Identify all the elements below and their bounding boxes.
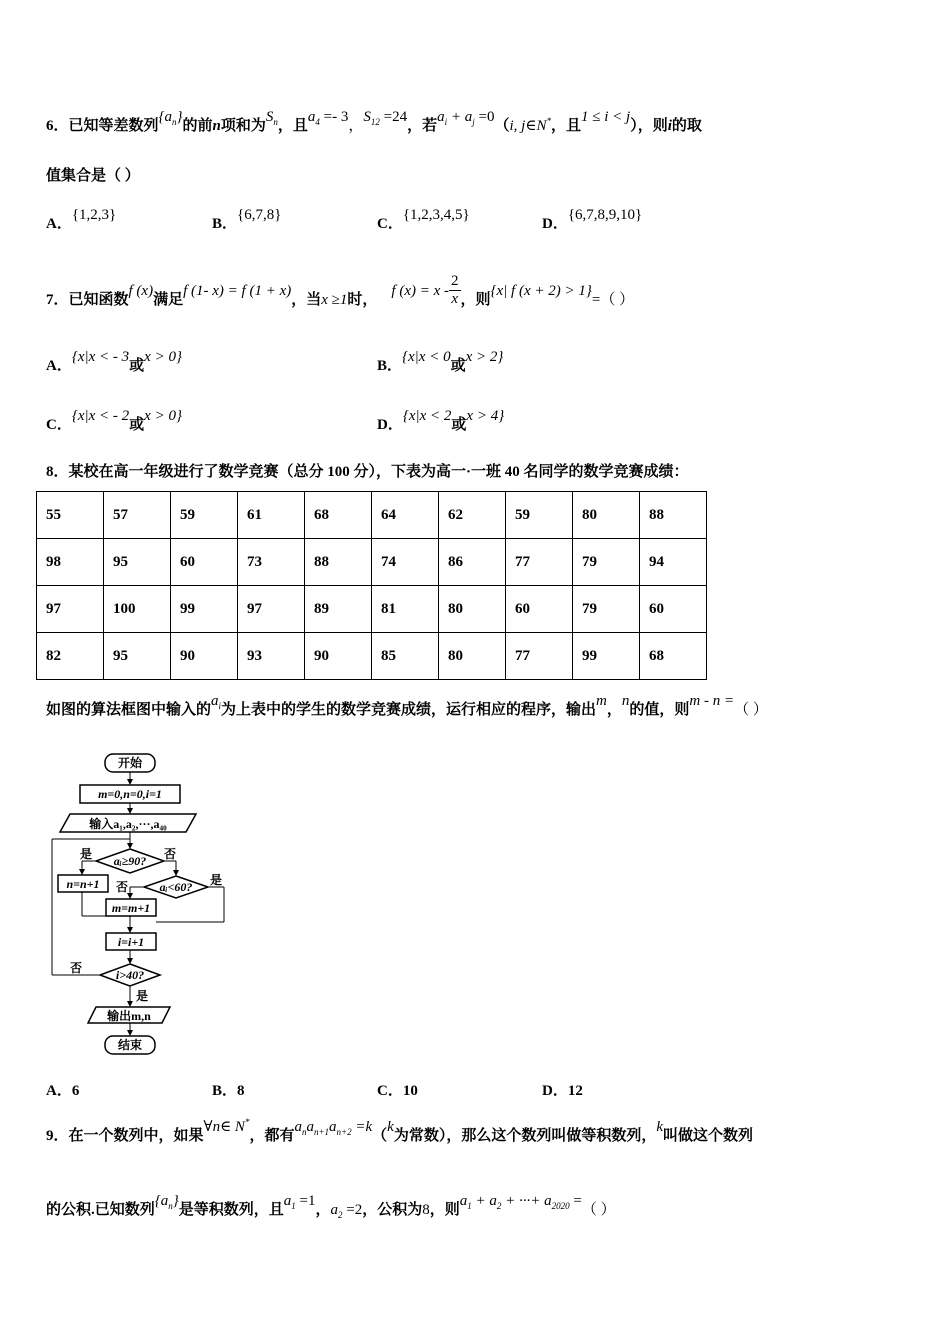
flow-init: m=0,n=0,i=1 [98,787,162,801]
table-cell: 97 [37,586,104,633]
flow-start: 开始 [117,756,143,770]
q8-option-c: C．10 [377,1083,418,1099]
table-cell: 79 [573,539,640,586]
q9-text: 9．在一个数列中，如果 [46,1128,204,1144]
q9-a2: $a_2 =2$ [330,1202,363,1220]
q6-ineq: 1 ≤ i < j [580,109,631,125]
table-cell: 59 [506,492,573,539]
table-cell: 80 [439,633,506,680]
table-row [37,539,707,586]
table-cell: 73 [238,539,305,586]
table-cell: 62 [439,492,506,539]
table-cell: 80 [573,492,640,539]
table-cell: 82 [37,633,104,680]
q9-text: （ ） [581,1202,616,1218]
table-cell: 57 [104,492,171,539]
q8-option-b: B．8 [212,1083,245,1099]
q6-option-d: D．{6,7,8,9,10} [542,207,643,232]
flow-yes-3: 是 [136,989,149,1003]
q9-k2: k [656,1119,664,1135]
q8-n: n [621,693,630,709]
q9-text: 为常数），那么这个数列叫做等积数列， [393,1128,657,1144]
q6-text: ），则 [630,118,668,134]
q9-sum: $a_1 + a_2$ + ···+ $a_{2020}$ = [459,1193,582,1211]
table-cell: 89 [305,586,372,633]
table-cell: 60 [640,586,707,633]
q7-eq: f (1- x) = f (1 + x) [183,282,292,299]
q7-text: =（ ） [591,291,635,308]
table-row [37,586,707,633]
table-cell: 77 [506,539,573,586]
table-cell: 55 [37,492,104,539]
q7-text: 满足 [153,291,184,308]
q7-text: ，当 [291,291,322,308]
table-cell: 94 [640,539,707,586]
flow-input: 输入a₁,a₂,···,a₄₀ [89,817,167,831]
q7-fx: f (x) [128,282,154,299]
q7-text: ，则 [460,291,491,308]
table-cell: 98 [37,539,104,586]
q9-a1: $a_1 =1$ [283,1193,316,1211]
q6-ij: i, j∈N* [509,116,551,134]
q7-text: 7．已知函数 [46,291,129,308]
q7-cond: x ≥1 [321,291,348,308]
table-cell: 88 [305,539,372,586]
q8-option-d: D．12 [542,1083,583,1099]
q6-cond1: $a_4 =- 3$ [307,109,349,127]
q9-text: （ [372,1128,388,1144]
q6-option-c: C．{1,2,3,4,5} [377,207,470,232]
q6-i: i [667,118,672,134]
flow-n-inc: n=n+1 [66,877,100,891]
q6-text: ，若 [407,118,438,134]
q6-cond3: $a_i + a_j =0$ [437,109,495,127]
table-cell: 90 [171,633,238,680]
q8-intro: 8．某校在高一年级进行了数学竞赛（总分 100 分），下表为高一·一班 40 名同学的数学竞赛成绩： [46,464,689,480]
q6-line2: 值集合是（ ） [46,168,140,184]
q9-text: 的公积.已知数列 [46,1202,155,1218]
q9-forall: ∀n∈ N* [203,1117,250,1135]
flow-cond1: aᵢ≥90? [113,854,147,868]
table-cell: 90 [305,633,372,680]
q8-expr: m - n = [689,693,735,709]
flow-no-1: 否 [164,847,177,861]
flow-yes-1: 是 [80,847,93,861]
q8-option-a: A．6 [46,1083,80,1099]
q8-text: 的值，则 [629,702,690,718]
flow-end: 结束 [117,1038,143,1052]
table-cell: 80 [439,586,506,633]
q7-option-d: D．{x|x < 2或x > 4} [377,408,505,433]
flow-i-inc: i=i+1 [117,935,145,949]
flow-m-inc: m=m+1 [111,901,151,915]
q9-text: ，则 [429,1202,460,1218]
table-cell: 64 [372,492,439,539]
table-cell: 59 [171,492,238,539]
q7-option-c: C．{x|x < - 2或x > 0} [46,408,182,433]
q8-text: （ ） [734,702,768,718]
q7-set: {x| f (x + 2) > 1} [490,282,592,299]
table-row [37,633,707,680]
q8-text: 如图的算法框图中输入的 [46,702,212,718]
q6-line1: 6．已知等差数列$\{a_n\}$的前n项和为$S_n$，且$a_4 =- 3$，$S_{12} =24$，若$a_i + a_j =0(i$, j∈N*，且1 ≤ i < j），则i的取 [46,109,702,134]
q9-line2: 的公积.已知数列$\{a_n\}$是等积数列，且$a_1 =1$，$a_2 =2$，公积为8，则$a_1 + a_2$ + ···+ $a_{2020}$ =（ ） [46,1193,616,1220]
q7-option-a: A．{x|x < - 3或x > 0} [46,349,182,374]
q7-line [46,273,635,318]
q9-seq: $\{a_n\}$ [154,1193,179,1211]
q8-m: m [596,693,607,709]
table-cell: 99 [171,586,238,633]
table-cell: 95 [104,633,171,680]
q9-text: 是等积数列，且 [178,1202,284,1218]
table-cell: 74 [372,539,439,586]
q6-text: ，且 [550,118,581,134]
q9-line1 [46,1117,754,1146]
table-cell: 79 [573,586,640,633]
table-cell: 68 [305,492,372,539]
table-cell: 81 [372,586,439,633]
q6-text: （ [494,118,510,134]
q6-text: 项和为 [220,118,266,134]
q6-n: n [212,118,221,134]
q9-text: ，公积为 [362,1202,423,1218]
q6-seq: $\{a_n\}$ [158,109,183,127]
table-cell: 100 [104,586,171,633]
q9-k: k [387,1119,394,1135]
table-cell: 85 [372,633,439,680]
q9-product: $a_na_{n+1}a_{n+2} =k$ [294,1119,373,1137]
table-cell: 61 [238,492,305,539]
algorithm-flowchart [44,750,244,1060]
flow-output: 输出m,n [107,1009,151,1023]
q9-eight: 8 [422,1202,430,1218]
q7-option-b: B．{x|x < 0或x > 2} [377,349,504,374]
q6-option-b: B．{6,7,8} [212,207,282,232]
table-cell: 97 [238,586,305,633]
flow-no-3: 否 [70,961,83,975]
flow-no-2: 否 [116,880,129,894]
flow-yes-2: 是 [210,873,223,887]
q6-option-a: A．{1,2,3} [46,207,117,232]
q7-text: 时， [347,291,378,308]
q6-text: ，且 [277,118,308,134]
q9-text: 叫做这个数列 [663,1128,754,1144]
table-cell: 88 [640,492,707,539]
table-cell: 86 [439,539,506,586]
table-cell: 77 [506,633,573,680]
q6-text: 6．已知等差数列 [46,118,159,134]
flow-cond3: i>40? [115,968,145,982]
q6-cond2: $S_{12} =24$ [363,109,408,127]
q7-def: f (x) = x - [391,282,449,299]
table-cell: 60 [506,586,573,633]
q6-text: 的取 [671,118,702,134]
table-cell: 95 [104,539,171,586]
table-cell: 93 [238,633,305,680]
table-cell: 60 [171,539,238,586]
q8-ai: $a_i$ [211,693,222,711]
q6-sn: $S_n$ [265,109,278,127]
score-table [36,491,707,680]
q6-text: 的前 [182,118,213,134]
flow-cond2: aᵢ<60? [159,880,193,894]
q8-question: 如图的算法框图中输入的$a_i$为上表中的学生的数学竞赛成绩，运行相应的程序，输出m，n的值，则m - n =（ ） [46,693,768,718]
table-cell: 68 [640,633,707,680]
table-cell: 99 [573,633,640,680]
q8-text: 为上表中的学生的数学竞赛成绩，运行相应的程序，输出 [221,702,597,718]
q7-fraction: $\frac{2}{x}$ [451,273,459,307]
table-row [37,492,707,539]
q9-text: ，都有 [249,1128,295,1144]
